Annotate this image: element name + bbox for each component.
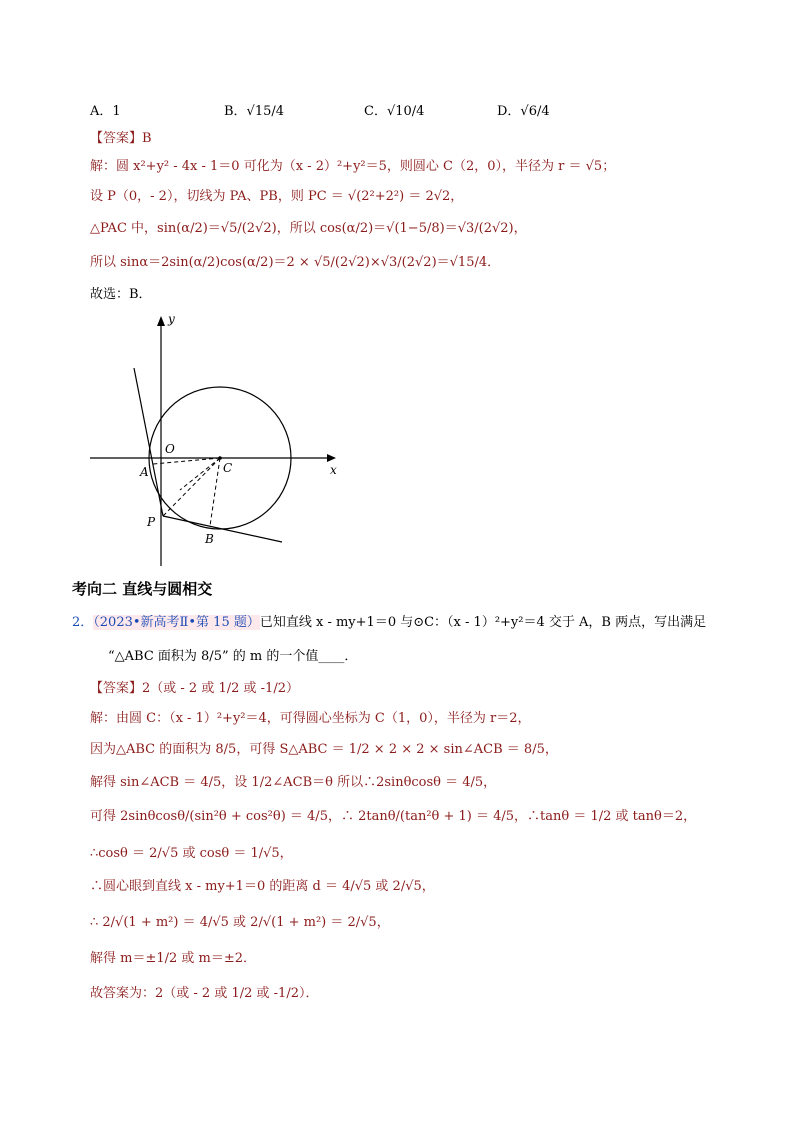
q2-answer: 【答案】2（或 - 2 或 1/2 或 -1/2） bbox=[90, 681, 299, 696]
q2-solution-line-3: 解得 sin∠ACB ＝ 4/5，设 1/2∠ACB＝θ 所以∴2sinθcosθ ＝ 4/5， bbox=[90, 775, 497, 790]
label-A: A bbox=[140, 465, 149, 479]
q2-solution-line-6: ∴圆心眼到直线 x - my+1＝0 的距离 d ＝ 4/√5 或 2/√5， bbox=[90, 879, 435, 894]
q2-number: 2． bbox=[72, 615, 94, 630]
q1-solution-line-1: 解：圆 x²+y² - 4x - 1＝0 可化为（x - 2）²+y²＝5，则圆心 C（2，0），半径为 r ＝ √5； bbox=[90, 159, 616, 174]
option-b: B．√15/4 bbox=[224, 104, 285, 119]
q2-stem-line-1 bbox=[72, 614, 706, 632]
q2-solution-line-9: 故答案为：2（或 - 2 或 1/2 或 -1/2）． bbox=[90, 986, 319, 1001]
section-title: 考向二 直线与圆相交 bbox=[72, 580, 213, 598]
label-C: C bbox=[223, 461, 233, 475]
label-y: y bbox=[168, 312, 175, 326]
label-P: P bbox=[147, 515, 156, 529]
q1-answer: 【答案】B bbox=[90, 131, 152, 146]
q1-solution-line-3: △PAC 中，sin(α/2)＝√5/(2√2)，所以 cos(α/2)＝√(1−5/8)＝√3/(2√2)， bbox=[90, 221, 527, 236]
q2-solution-line-5: ∴cosθ ＝ 2/√5 或 cosθ ＝ 1/√5， bbox=[90, 846, 293, 861]
label-O: O bbox=[165, 442, 175, 456]
q1-solution-line-4: 所以 sinα＝2sin(α/2)cos(α/2)＝2 × √5/(2√2)×√3/(2√2)＝√15/4． bbox=[90, 255, 501, 270]
option-d: D．√6/4 bbox=[497, 104, 550, 119]
q1-conclusion: 故选：B． bbox=[90, 287, 152, 302]
label-B: B bbox=[205, 532, 214, 546]
label-x: x bbox=[330, 463, 337, 477]
q2-solution-line-7: ∴ 2/√(1 + m²) ＝ 4/√5 或 2/√(1 + m²) ＝ 2/√5， bbox=[90, 915, 390, 930]
q1-solution-line-2: 设 P（0，- 2），切线为 PA、PB，则 PC ＝ √(2²+2²) ＝ 2√2， bbox=[90, 189, 464, 204]
q2-solution-line-2: 因为△ABC 的面积为 8/5，可得 S△ABC ＝ 1/2 × 2 × 2 × sin∠ACB ＝ 8/5， bbox=[90, 742, 558, 757]
q2-stem-text: 已知直线 x - my+1＝0 与⊙C：（x - 1）²+y²＝4 交于 A，B 两点，写出满足 bbox=[259, 615, 707, 630]
option-a: A．1 bbox=[90, 104, 121, 119]
q2-stem-line-2: “△ABC 面积为 8/5” 的 m 的一个值____． bbox=[108, 649, 358, 664]
q1-figure bbox=[85, 310, 345, 570]
q2-solution-line-8: 解得 m＝±1/2 或 m＝±2． bbox=[90, 951, 257, 966]
q2-source: （2023•新高考Ⅱ•第 15 题） bbox=[93, 615, 260, 630]
option-c: C．√10/4 bbox=[364, 104, 425, 119]
q2-solution-line-1: 解：由圆 C：（x - 1）²+y²＝4，可得圆心坐标为 C（1，0），半径为 r＝2， bbox=[90, 711, 531, 726]
q2-solution-line-4: 可得 2sinθcosθ/(sin²θ + cos²θ) ＝ 4/5，∴ 2tanθ/(tan²θ + 1) ＝ 4/5，∴tanθ ＝ 1/2 或 tanθ＝2， bbox=[90, 809, 697, 824]
